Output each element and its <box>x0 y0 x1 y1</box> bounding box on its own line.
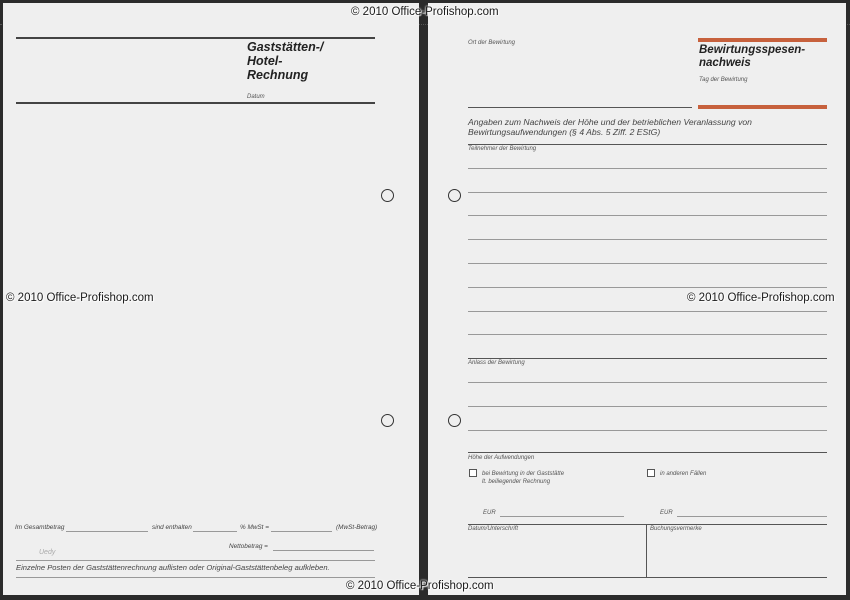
gaststaette-option-line-1: bei Bewirtung in der Gaststätte <box>482 471 565 477</box>
hoehe-label: Höhe der Aufwendungen <box>468 455 535 461</box>
title-line-3: Rechnung <box>247 68 309 82</box>
eur-label-1: EUR <box>483 510 496 516</box>
angaben-line-1: Angaben zum Nachweis der Höhe und der betrieblichen Veranlassung von <box>468 117 752 127</box>
signature-divider <box>646 524 647 577</box>
anlass-label: Anlass der Bewirtung <box>468 360 525 366</box>
title-line-1: Gaststätten-/ <box>247 40 324 54</box>
punch-hole <box>448 189 461 202</box>
footer-top-rule <box>16 560 375 561</box>
punch-hole <box>381 414 394 427</box>
footer-note: Einzelne Posten der Gaststättenrechnung auflisten oder Original-Gaststättenbeleg aufkleben. <box>16 563 330 572</box>
section-rule <box>468 524 827 525</box>
teilnehmer-line[interactable] <box>468 239 827 240</box>
watermark: © 2010 Office-Profishop.com <box>351 6 499 18</box>
faint-handwriting: Uedy <box>39 549 56 556</box>
anlass-line[interactable] <box>468 430 827 431</box>
accent-bar-top <box>698 38 827 42</box>
title-line-2: nachweis <box>699 57 751 69</box>
section-rule <box>468 358 827 359</box>
eur-field-1[interactable] <box>500 516 624 517</box>
tag-label: Tag der Bewirtung <box>699 77 748 83</box>
enthalten-label: sind enthalten <box>152 524 192 531</box>
netto-field[interactable] <box>273 550 374 551</box>
ort-field[interactable] <box>468 107 692 108</box>
footer-bottom-rule <box>16 577 375 578</box>
punch-hole <box>381 189 394 202</box>
ort-label: Ort der Bewirtung <box>468 40 516 46</box>
angaben-text <box>468 117 752 137</box>
teilnehmer-line[interactable] <box>468 263 827 264</box>
invoice-title <box>247 40 323 82</box>
teilnehmer-line[interactable] <box>468 168 827 169</box>
accent-bar-bottom <box>698 105 827 109</box>
title-line-2: Hotel- <box>247 54 283 68</box>
gesamtbetrag-label: Im Gesamtbetrag <box>15 524 65 531</box>
watermark: © 2010 Office-Profishop.com <box>687 292 835 304</box>
signature-field[interactable] <box>468 577 827 578</box>
gaststaette-checkbox[interactable] <box>469 469 477 477</box>
gaststaette-option-line-2: lt. beiliegender Rechnung <box>482 479 551 485</box>
mwst-betrag-label: (MwSt-Betrag) <box>336 524 378 531</box>
teilnehmer-line[interactable] <box>468 192 827 193</box>
section-rule <box>468 144 827 145</box>
eur-field-2[interactable] <box>677 516 827 517</box>
datum-label: Datum <box>247 94 265 100</box>
buchungsvermerke-label: Buchungsvermerke <box>650 526 702 532</box>
watermark: © 2010 Office-Profishop.com <box>6 292 154 304</box>
teilnehmer-line[interactable] <box>468 215 827 216</box>
anlass-line[interactable] <box>468 406 827 407</box>
mwst-betrag-field[interactable] <box>271 531 332 532</box>
teilnehmer-line[interactable] <box>468 287 827 288</box>
top-rule <box>16 37 375 39</box>
punch-hole <box>448 414 461 427</box>
title-line-1: Bewirtungsspesen- <box>699 44 806 56</box>
andere-option: in anderen Fällen <box>660 471 707 477</box>
eur-label-2: EUR <box>660 510 673 516</box>
teilnehmer-line[interactable] <box>468 334 827 335</box>
section-rule <box>468 452 827 453</box>
teilnehmer-line[interactable] <box>468 311 827 312</box>
anlass-line[interactable] <box>468 382 827 383</box>
netto-label: Nettobetrag = <box>229 543 268 550</box>
watermark: © 2010 Office-Profishop.com <box>346 580 494 592</box>
andere-checkbox[interactable] <box>647 469 655 477</box>
teilnehmer-label: Teilnehmer der Bewirtung <box>468 146 537 152</box>
gaststaette-option <box>482 470 564 486</box>
angaben-line-2: Bewirtungsaufwendungen (§ 4 Abs. 5 Ziff. 2 EStG) <box>468 127 661 137</box>
expense-title <box>699 44 805 70</box>
gesamtbetrag-field[interactable] <box>66 531 148 532</box>
mwst-label: % MwSt = <box>240 524 269 531</box>
mwst-percent-field[interactable] <box>193 531 237 532</box>
header-bottom-rule <box>16 102 375 104</box>
datum-unterschrift-label: Datum/Unterschrift <box>468 526 519 532</box>
